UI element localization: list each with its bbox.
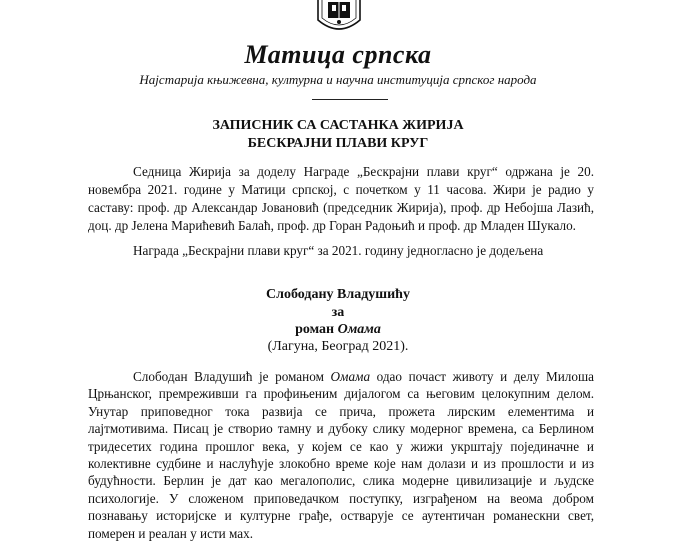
matica-srpska-seal-icon [314, 0, 364, 34]
rationale-part1: Слободан Владушић је романом [133, 369, 331, 384]
rationale-novel-title: Омама [330, 369, 371, 384]
laureate-name: Слободану Владушићу [266, 287, 410, 302]
document-subtitle: БЕСКРАЈНИ ПЛАВИ КРУГ [247, 136, 429, 151]
rationale-paragraph [88, 368, 594, 542]
document-title: ЗАПИСНИК СА САСТАНКА ЖИРИЈА [212, 118, 464, 133]
award-publisher: (Лагуна, Београд 2021). [267, 339, 409, 354]
org-tagline: Најстарија књижевна, културна и научна институција српског народа [139, 72, 537, 87]
award-novel [0, 322, 676, 338]
org-name: Матица српска [244, 40, 432, 69]
header-divider [312, 99, 388, 100]
rationale-part2: одао почаст животу и делу Милоша Црњанског, премреживши га профињеним дијалогом са његовим целокупним делом. Унутар приповедног тока развија се прича, прожета лирским елементима и лајтмотивима. Писац је створио тамну и дубоку слику модерног времена, са Берлином тридесетих година прошлог века, у којем се као у жижи укрштају појединачне и колективне судбине и наслућује злокобно време које нам долази и из прошлости и из будућности. Берлин је дат као мегалополис, слика модерне цивилизације и људске психологије. У сложеном приповедачком поступку, изграђеном на веома добром познавању историјске и културне грађе, остварује се аутентичан романескни свет, померен и реалан у исти мах. [88, 369, 594, 541]
novel-title: Омама [337, 322, 381, 337]
award-for: за [331, 305, 345, 320]
award-statement: Награда „Бескрајни плави круг“ за 2021. годину једногласно је додељена [133, 243, 544, 258]
session-paragraph: Седница Жирија за доделу Награде „Бескрајни плави круг“ одржана је 20. новембра 2021. године у Матици српској, с почетком у 11 часова. Жири је радио у саставу: проф. др Александар Јовановић (председник Жирија), проф. др Небојша Лазић, доц. др Јелена Марићевић Балаћ, проф. др Горан Радоњић и проф. др Младен Шукало. [88, 164, 594, 233]
novel-prefix: роман [295, 322, 338, 337]
